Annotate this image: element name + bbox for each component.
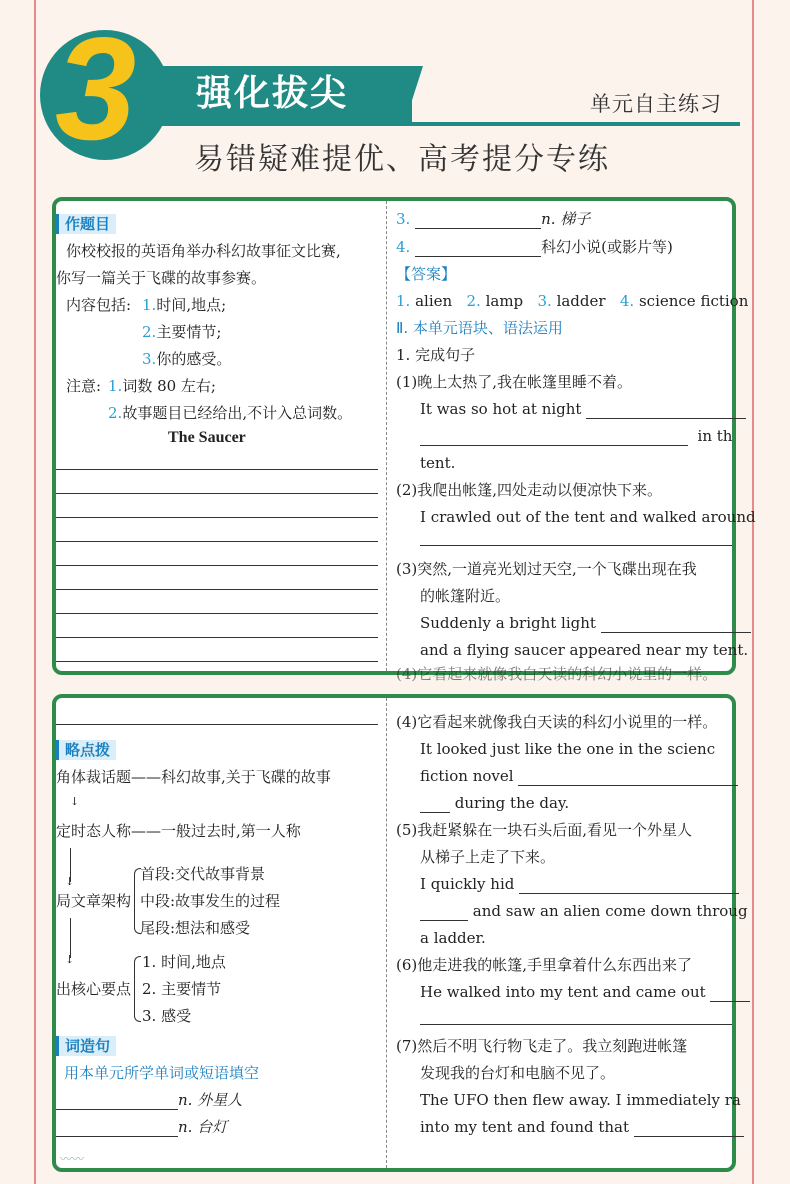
question-cn: (4)它看起来就像我白天读的科幻小说里的一样。: [396, 713, 718, 731]
question-cn: 的帐篷附近。: [420, 587, 511, 605]
essay-title: The Saucer: [168, 429, 246, 446]
question-en: a ladder.: [420, 929, 486, 947]
question-cn-cut: (4)它看起来就像我白天读的科幻小说里的一样。: [396, 665, 718, 683]
vocab-title: 用本单元所学单词或短语填空: [64, 1064, 260, 1082]
content-item: 3.你的感受。: [142, 350, 232, 368]
column-divider: [386, 698, 387, 1168]
note-label: 注意:: [66, 377, 102, 395]
down-arrow-icon: ↓: [65, 953, 75, 966]
down-arrow-icon: ↓: [65, 875, 75, 888]
question-en: in th: [420, 426, 732, 446]
question-en: during the day.: [420, 793, 569, 813]
question-cn: (1)晚上太热了,我在帐篷里睡不着。: [396, 373, 633, 391]
page-border-right: [752, 0, 754, 1184]
points-label: 出核心要点: [56, 980, 132, 998]
question-en: I crawled out of the tent and walked around: [420, 508, 756, 526]
topic-line: 角体裁话题——科幻故事,关于飞碟的故事: [56, 768, 331, 786]
question-en: Suddenly a bright light: [420, 613, 751, 633]
writing-line: [56, 613, 378, 614]
note-item: 2.故事题目已经给出,不计入总词数。: [108, 404, 353, 422]
flow-line: [70, 918, 71, 958]
unit-label: 单元自主练习: [590, 92, 722, 116]
writing-line: [56, 637, 378, 638]
decorative-swirl-icon: 〰〰: [60, 1152, 85, 1166]
writing-line: [56, 469, 378, 470]
section-subtitle: 易错疑难提优、高考提分专练: [194, 142, 610, 177]
points-item: 3. 感受: [142, 1007, 192, 1025]
question-cn: 从梯子上走了下来。: [420, 848, 556, 866]
header-underline: [160, 122, 740, 126]
writing-line: [56, 493, 378, 494]
question-en: tent.: [420, 454, 456, 472]
question-cn: (6)他走进我的帐篷,手里拿着什么东西出来了: [396, 956, 693, 974]
question-en: He walked into my tent and came out: [420, 982, 750, 1002]
writing-line: [56, 565, 378, 566]
task-line: 你写一篇关于飞碟的故事参赛。: [56, 269, 267, 287]
content-item: 2.主要情节;: [142, 323, 222, 341]
note-item: 1.词数 80 左右;: [108, 377, 216, 395]
tips-tag: 略点拨: [56, 740, 116, 760]
section-title: 强化拔尖: [196, 73, 349, 114]
section-number: 3: [55, 7, 137, 170]
question-en: It was so hot at night: [420, 399, 746, 419]
question-cn: (7)然后不明飞行物飞走了。我立刻跑进帐篷: [396, 1037, 688, 1055]
answer-blank: [420, 545, 732, 546]
question-cn: (5)我赶紧躲在一块石头后面,看见一个外星人: [396, 821, 693, 839]
answer-blank: [420, 1024, 732, 1025]
column-divider: [386, 201, 387, 671]
question-en: and saw an alien come down throug: [420, 901, 748, 921]
points-item: 2. 主要情节: [142, 980, 222, 998]
brace: [134, 956, 141, 1022]
page-border-left: [34, 0, 36, 1184]
question-en: and a flying saucer appeared near my tent.: [420, 641, 749, 659]
writing-task-tag: 作题目: [56, 214, 116, 234]
question-en: I quickly hid: [420, 874, 739, 894]
vocab-item: n. 台灯: [56, 1117, 227, 1137]
content-item: 1.时间,地点;: [142, 296, 227, 314]
task-heading: 1. 完成句子: [396, 346, 476, 364]
question-cn: (2)我爬出帐篷,四处走动以便凉快下来。: [396, 481, 663, 499]
question-cn: 发现我的台灯和电脑不见了。: [420, 1064, 616, 1082]
question-cn: (3)突然,一道亮光划过天空,一个飞碟出现在我: [396, 560, 697, 578]
content-label: 内容包括:: [66, 296, 132, 314]
fill-item: 4. 科幻小说(或影片等): [396, 238, 673, 256]
section-heading: Ⅱ. 本单元语块、语法运用: [396, 319, 563, 337]
exercise-panel-2: [52, 694, 748, 1172]
vocab-item: n. 外星人: [56, 1090, 242, 1110]
question-en: into my tent and found that: [420, 1117, 744, 1137]
down-arrow-icon: ↓: [70, 795, 80, 808]
question-en: The UFO then flew away. I immediately ra: [420, 1091, 741, 1109]
writing-line: [56, 589, 378, 590]
points-item: 1. 时间,地点: [142, 953, 226, 971]
question-en: It looked just like the one in the scienc: [420, 740, 716, 758]
structure-item: 首段:交代故事背景: [140, 865, 266, 883]
title-ribbon-tail: [405, 66, 423, 122]
task-line: 你校校报的英语角举办科幻故事征文比赛,: [66, 242, 341, 260]
writing-line: [56, 517, 378, 518]
structure-item: 中段:故事发生的过程: [140, 892, 281, 910]
writing-line: [56, 661, 378, 662]
structure-item: 尾段:想法和感受: [140, 919, 251, 937]
answer-tag: 【答案】: [396, 265, 457, 283]
question-en: fiction novel: [420, 766, 738, 786]
exercise-panel-1: [52, 197, 756, 683]
vocab-tag: 词造句: [56, 1036, 116, 1056]
writing-line: [56, 541, 378, 542]
fill-item: 3. n. 梯子: [396, 210, 591, 228]
writing-line: [56, 724, 378, 725]
answer-list: 1. alien 2. lamp 3. ladder 4. science fiction: [396, 292, 749, 310]
tense-line: 定时态人称——一般过去时,第一人称: [56, 822, 301, 840]
structure-label: 局文章架构: [56, 892, 132, 910]
